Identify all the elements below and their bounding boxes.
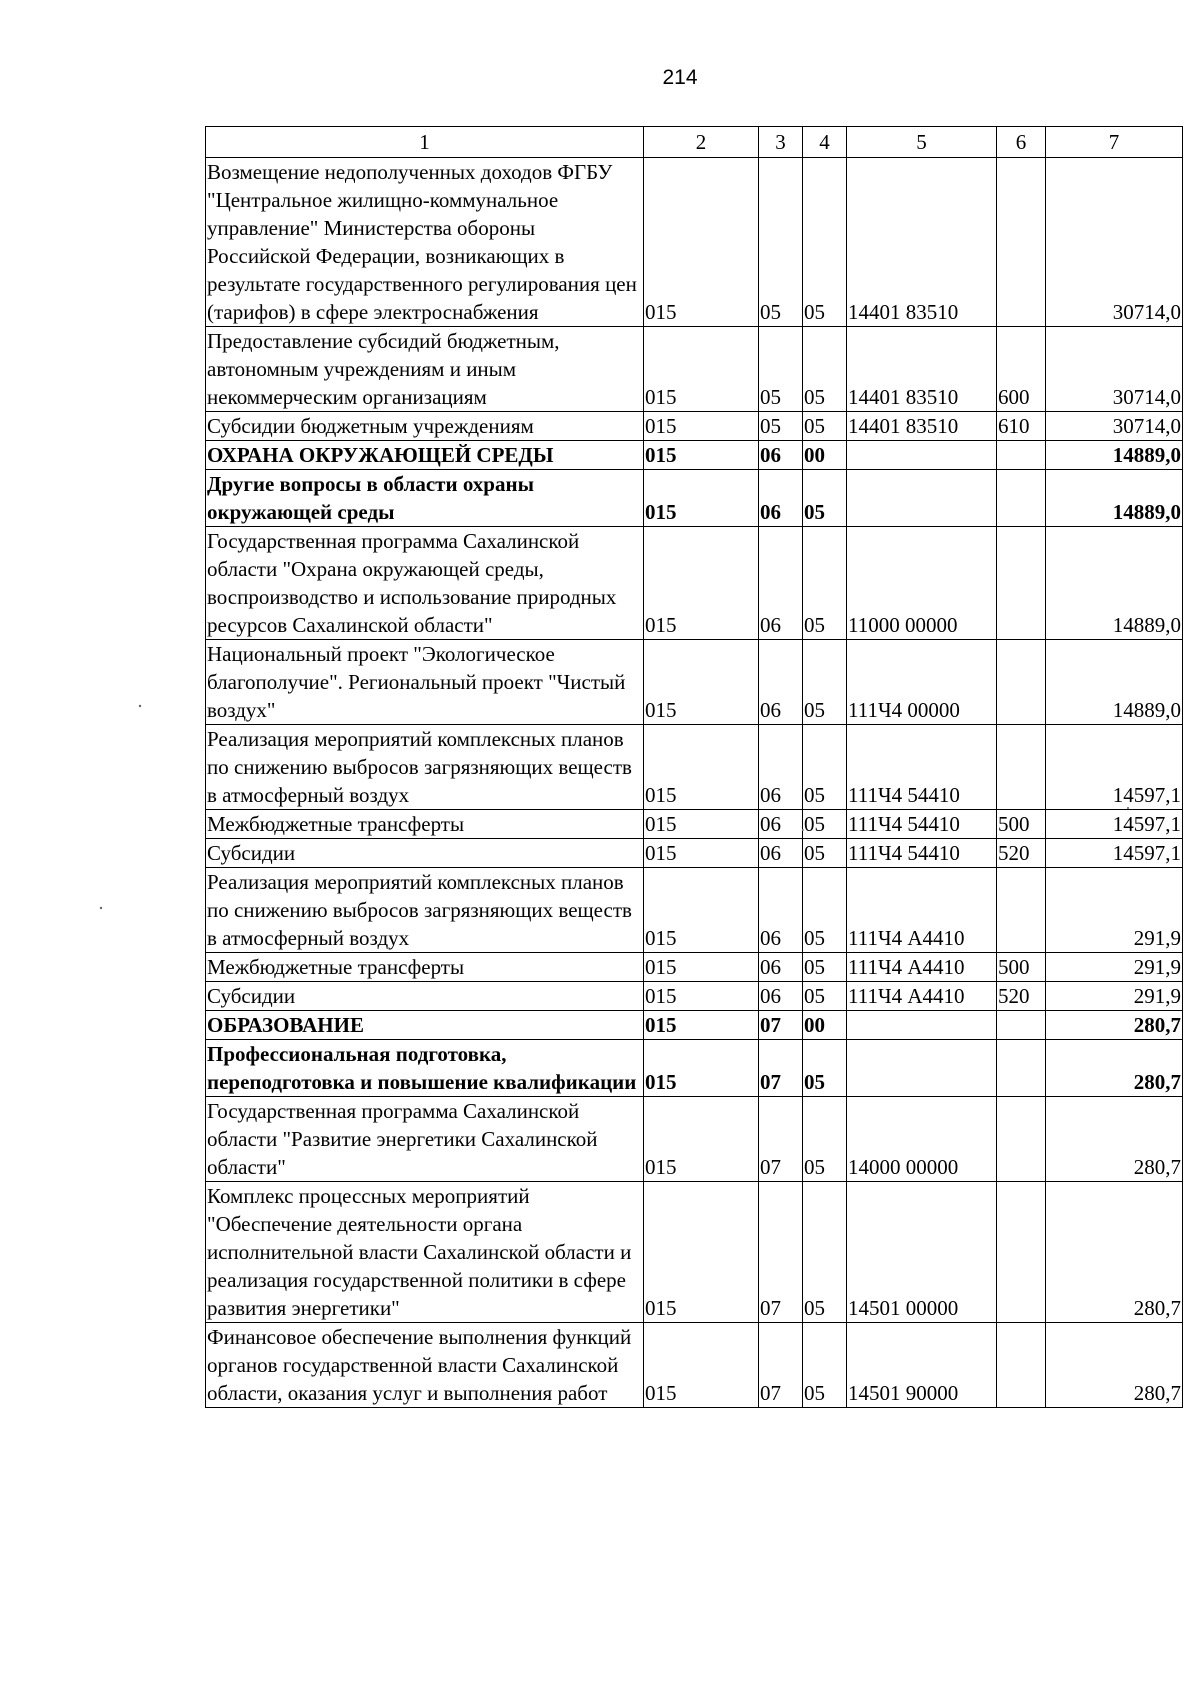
row-col-4: 05 <box>803 327 847 412</box>
row-amount: 30714,0 <box>1046 327 1183 412</box>
row-name: Межбюджетные трансферты <box>206 810 644 839</box>
row-col-3: 06 <box>759 441 803 470</box>
row-col-2: 015 <box>644 640 759 725</box>
scan-speck <box>802 829 804 831</box>
row-col-5: 14000 00000 <box>847 1097 997 1182</box>
row-col-3: 05 <box>759 412 803 441</box>
row-col-6: 500 <box>997 953 1046 982</box>
row-col-3: 05 <box>759 158 803 327</box>
row-col-3: 06 <box>759 810 803 839</box>
row-amount: 280,7 <box>1046 1097 1183 1182</box>
row-name: Национальный проект "Экологическое благополучие". Региональный проект "Чистый воздух" <box>206 640 644 725</box>
row-col-6: 520 <box>997 839 1046 868</box>
row-col-4: 05 <box>803 1182 847 1323</box>
row-col-2: 015 <box>644 1323 759 1408</box>
row-col-2: 015 <box>644 470 759 527</box>
row-col-4: 05 <box>803 158 847 327</box>
row-name: Субсидии <box>206 839 644 868</box>
row-col-5: 14401 83510 <box>847 327 997 412</box>
row-col-2: 015 <box>644 982 759 1011</box>
row-col-4: 05 <box>803 1323 847 1408</box>
row-amount: 14597,1 <box>1046 810 1183 839</box>
row-col-2: 015 <box>644 327 759 412</box>
row-amount: 14889,0 <box>1046 640 1183 725</box>
row-col-4: 05 <box>803 982 847 1011</box>
row-name: ОБРАЗОВАНИЕ <box>206 1011 644 1040</box>
row-col-4: 05 <box>803 868 847 953</box>
row-col-3: 07 <box>759 1011 803 1040</box>
row-col-4: 00 <box>803 1011 847 1040</box>
row-col-5: 14401 83510 <box>847 412 997 441</box>
scan-speck <box>139 705 141 707</box>
row-amount: 14597,1 <box>1046 725 1183 810</box>
header-col-5: 5 <box>847 127 997 158</box>
row-name: Государственная программа Сахалинской области "Охрана окружающей среды, воспроизводство и использование природных ресурсов Сахалинской области" <box>206 527 644 640</box>
row-name: Финансовое обеспечение выполнения функций органов государственной власти Сахалинской области, оказания услуг и выполнения работ <box>206 1323 644 1408</box>
row-col-4: 05 <box>803 810 847 839</box>
row-col-5: 111Ч4 А4410 <box>847 868 997 953</box>
row-col-2: 015 <box>644 725 759 810</box>
row-col-4: 05 <box>803 839 847 868</box>
row-name: Другие вопросы в области охраны окружающей среды <box>206 470 644 527</box>
scan-speck <box>1127 807 1129 809</box>
row-col-6: 500 <box>997 810 1046 839</box>
row-name: Реализация мероприятий комплексных планов по снижению выбросов загрязняющих веществ в атмосферный воздух <box>206 868 644 953</box>
row-amount: 280,7 <box>1046 1011 1183 1040</box>
row-col-2: 015 <box>644 527 759 640</box>
header-col-2: 2 <box>644 127 759 158</box>
row-amount: 291,9 <box>1046 953 1183 982</box>
row-col-3: 06 <box>759 725 803 810</box>
row-name: Комплекс процессных мероприятий "Обеспечение деятельности органа исполнительной власти Сахалинской области и реализация государственной политики в сфере развития энергетики" <box>206 1182 644 1323</box>
row-col-6: 600 <box>997 327 1046 412</box>
scan-speck <box>100 907 102 909</box>
row-amount: 291,9 <box>1046 868 1183 953</box>
row-name: Межбюджетные трансферты <box>206 953 644 982</box>
row-amount: 291,9 <box>1046 982 1183 1011</box>
page-number: 214 <box>662 66 698 89</box>
row-amount: 280,7 <box>1046 1182 1183 1323</box>
row-col-3: 06 <box>759 868 803 953</box>
row-col-2: 015 <box>644 868 759 953</box>
row-amount: 280,7 <box>1046 1040 1183 1097</box>
row-col-3: 06 <box>759 527 803 640</box>
row-name: Возмещение недополученных доходов ФГБУ "Центральное жилищно-коммунальное управление" Министерства обороны Российской Федерации, возникающих в результате государственного регулирования цен (тарифов) в сфере электроснабжения <box>206 158 644 327</box>
row-amount: 30714,0 <box>1046 412 1183 441</box>
row-amount: 30714,0 <box>1046 158 1183 327</box>
row-amount: 14889,0 <box>1046 441 1183 470</box>
row-name: Государственная программа Сахалинской области "Развитие энергетики Сахалинской области" <box>206 1097 644 1182</box>
header-col-7: 7 <box>1046 127 1183 158</box>
row-col-3: 06 <box>759 839 803 868</box>
row-col-2: 015 <box>644 1097 759 1182</box>
header-col-1: 1 <box>206 127 644 158</box>
row-name: ОХРАНА ОКРУЖАЮЩЕЙ СРЕДЫ <box>206 441 644 470</box>
row-name: Субсидии <box>206 982 644 1011</box>
row-col-3: 06 <box>759 982 803 1011</box>
row-col-2: 015 <box>644 158 759 327</box>
header-col-4: 4 <box>803 127 847 158</box>
row-col-3: 06 <box>759 953 803 982</box>
row-col-2: 015 <box>644 953 759 982</box>
row-col-5: 111Ч4 00000 <box>847 640 997 725</box>
row-col-5: 111Ч4 А4410 <box>847 982 997 1011</box>
row-col-2: 015 <box>644 1040 759 1097</box>
row-col-5: 11000 00000 <box>847 527 997 640</box>
row-col-5: 14501 00000 <box>847 1182 997 1323</box>
row-col-4: 05 <box>803 527 847 640</box>
row-name: Профессиональная подготовка, переподготовка и повышение квалификации <box>206 1040 644 1097</box>
row-col-3: 07 <box>759 1040 803 1097</box>
row-col-2: 015 <box>644 839 759 868</box>
row-col-2: 015 <box>644 1011 759 1040</box>
row-col-4: 00 <box>803 441 847 470</box>
row-col-4: 05 <box>803 470 847 527</box>
row-amount: 14889,0 <box>1046 470 1183 527</box>
row-name: Предоставление субсидий бюджетным, автономным учреждениям и иным некоммерческим организациям <box>206 327 644 412</box>
row-col-3: 05 <box>759 327 803 412</box>
row-col-5: 14401 83510 <box>847 158 997 327</box>
row-col-5: 111Ч4 54410 <box>847 839 997 868</box>
row-col-2: 015 <box>644 810 759 839</box>
row-col-4: 05 <box>803 640 847 725</box>
row-name: Реализация мероприятий комплексных планов по снижению выбросов загрязняющих веществ в атмосферный воздух <box>206 725 644 810</box>
row-col-5: 111Ч4 А4410 <box>847 953 997 982</box>
row-col-2: 015 <box>644 441 759 470</box>
row-col-3: 06 <box>759 470 803 527</box>
row-col-5: 14501 90000 <box>847 1323 997 1408</box>
row-amount: 14889,0 <box>1046 527 1183 640</box>
row-col-3: 07 <box>759 1097 803 1182</box>
row-amount: 14597,1 <box>1046 839 1183 868</box>
row-col-6: 610 <box>997 412 1046 441</box>
row-name: Субсидии бюджетным учреждениям <box>206 412 644 441</box>
row-col-4: 05 <box>803 725 847 810</box>
header-col-6: 6 <box>997 127 1046 158</box>
row-col-2: 015 <box>644 412 759 441</box>
row-col-5: 111Ч4 54410 <box>847 810 997 839</box>
row-col-3: 07 <box>759 1323 803 1408</box>
row-col-2: 015 <box>644 1182 759 1323</box>
header-col-3: 3 <box>759 127 803 158</box>
row-col-4: 05 <box>803 1097 847 1182</box>
row-col-4: 05 <box>803 1040 847 1097</box>
row-col-4: 05 <box>803 412 847 441</box>
row-col-4: 05 <box>803 953 847 982</box>
row-amount: 280,7 <box>1046 1323 1183 1408</box>
row-col-3: 07 <box>759 1182 803 1323</box>
row-col-6: 520 <box>997 982 1046 1011</box>
row-col-3: 06 <box>759 640 803 725</box>
row-col-5: 111Ч4 54410 <box>847 725 997 810</box>
